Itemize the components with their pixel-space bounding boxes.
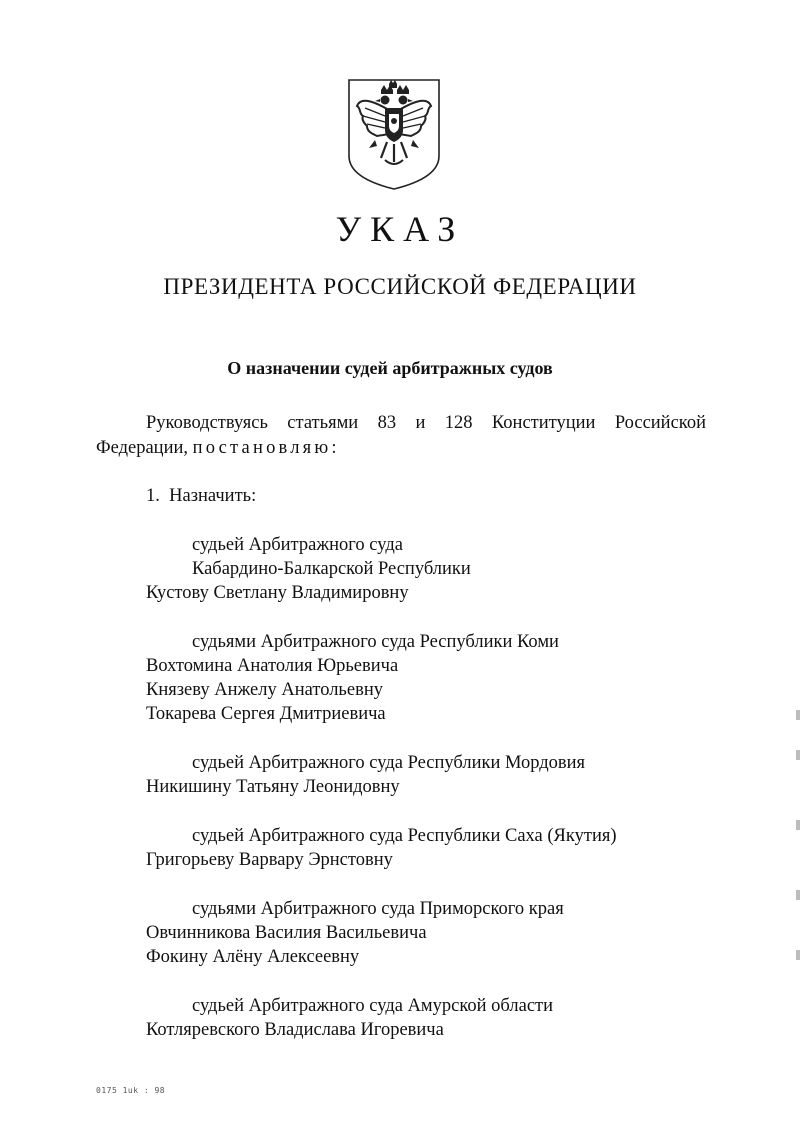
document-code: 0175 1uk : 98 [96,1086,166,1095]
decree-title: УКАЗ [335,209,465,249]
scan-edge-marks [794,710,800,970]
edge-mark [796,710,800,720]
court-line: судьей Арбитражного суда Республики Саха (Якутия) [192,826,617,846]
item-1 [146,484,256,508]
preamble-line-2 [96,436,706,461]
judge-name: Князеву Анжелу Анатольевну [146,680,383,700]
edge-mark [796,950,800,960]
preamble-decree-word: постановляю: [192,438,340,458]
edge-mark [796,750,800,760]
edge-mark [796,890,800,900]
court-line: судьей Арбитражного суда Республики Мордовия [192,753,586,773]
item-number: 1. [146,486,160,506]
court-line: Кабардино-Балкарской Республики [192,559,471,579]
judge-name: Фокину Алёну Алексеевну [146,947,360,967]
judge-name: Токарева Сергея Дмитриевича [146,704,386,724]
judge-name: Овчинникова Василия Васильевича [146,923,427,943]
judge-name: Котляревского Владислава Игоревича [146,1020,444,1040]
court-line: судьями Арбитражного суда Республики Коми [192,632,559,652]
edge-mark [796,820,800,830]
judge-name: Вохтомина Анатолия Юрьевича [146,656,399,676]
preamble-line-2-start: Федерации, [96,438,188,458]
item-label: Назначить: [169,486,257,506]
preamble-paragraph [96,411,706,461]
judge-name: Никишину Татьяну Леонидовну [146,777,400,797]
court-line: судьей Арбитражного суда [192,535,403,555]
court-line: судьей Арбитражного суда Амурской области [192,996,554,1016]
decree-heading: О назначении судей арбитражных судов [227,358,553,378]
coat-of-arms-emblem-icon [345,76,443,192]
preamble-line-1: Руководствуясь статьями 83 и 128 Конституции Российской [146,413,706,433]
judge-name: Григорьеву Варвару Эрнстовну [146,850,393,870]
court-line: судьями Арбитражного суда Приморского края [192,899,564,919]
judge-name: Кустову Светлану Владимировну [146,583,409,603]
decree-issuer: ПРЕЗИДЕНТА РОССИЙСКОЙ ФЕДЕРАЦИИ [163,274,637,299]
